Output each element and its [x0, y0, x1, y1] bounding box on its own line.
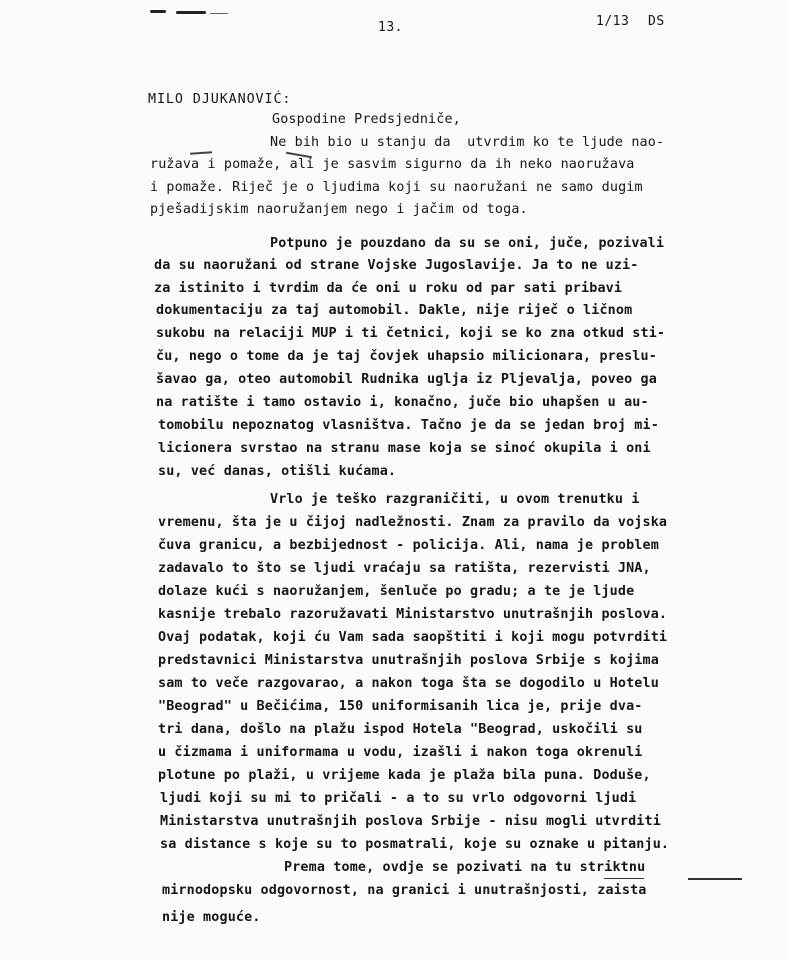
text-line: sa distance s koje su to posmatrali, koje su oznake u pitanju.: [160, 837, 670, 852]
text-line: kasnije trebalo razoružavati Ministarstvo unutrašnjih poslova.: [158, 607, 668, 622]
text-line: predstavnici Ministarstva unutrašnjih poslova Srbije s kojima: [158, 653, 659, 668]
text-line: Ministarstva unutrašnjih poslova Srbije - nisu mogli utvrditi: [160, 814, 661, 829]
text-line: dokumentaciju za taj automobil. Dakle, nije riječ o ličnom: [156, 303, 633, 318]
text-line: tomobilu nepoznatog vlasništva. Tačno je da se jedan broj mi-: [158, 418, 659, 433]
page-initials: DS: [648, 14, 665, 29]
text-line: i pomaže. Riječ je o ljudima koji su naoružani ne samo dugim: [150, 180, 643, 195]
text-line: Ne bih bio u stanju da utvrdim ko te ljude nao-: [270, 135, 665, 150]
text-line: su, već danas, otišli kućama.: [158, 464, 397, 479]
text-line: u čizmama i uniformama u vodu, izašli i nakon toga okrenuli: [158, 745, 643, 760]
text-line: ču, nego o tome da je taj čovjek uhapsio milicionara, preslu-: [156, 349, 657, 364]
text-line: licionera svrstao na stranu mase koja se sinoć okupila i oni: [158, 441, 651, 456]
text-line: tri dana, došlo na plažu ispod Hotela "Beograd, uskočili su: [158, 722, 643, 737]
text-line: pješadijskim naoružanjem nego i jačim od toga.: [150, 202, 528, 217]
text-line: nije moguće.: [162, 910, 261, 925]
text-line: zadavalo to što se ljudi vraćaju sa ratišta, rezervisti JNA,: [158, 561, 651, 576]
text-line: Prema tome, ovdje se pozivati na tu striktnu: [284, 860, 646, 875]
text-line: čuva granicu, a bezbijednost - policija. Ali, nama je problem: [158, 538, 659, 553]
page-reference: 1/13: [596, 14, 630, 29]
text-line: za istinito i tvrdim da će oni u roku od par sati pribavi: [154, 281, 623, 296]
pen-underline: [604, 878, 644, 879]
text-line: dolaze kući s naoružanjem, šenluče po gradu; a te je ljude: [158, 584, 635, 599]
text-line: vremenu, šta je u čijoj nadležnosti. Znam za pravilo da vojska: [158, 515, 668, 530]
text-line: Gospodine Predsjedniče,: [272, 112, 461, 127]
text-line: sukobu na relaciji MUP i ti četnici, koji se ko zna otkud sti-: [156, 326, 666, 341]
text-line: sam to veče razgovarao, a nakon toga šta se dogodilo u Hotelu: [158, 676, 659, 691]
text-line: šavao ga, oteo automobil Rudnika uglja iz Pljevalja, poveo ga: [156, 372, 657, 387]
text-line: da su naoružani od strane Vojske Jugoslavije. Ja to ne uzi-: [154, 258, 639, 273]
text-line: Vrlo je teško razgraničiti, u ovom trenutku i: [270, 492, 640, 507]
text-line: mirnodopsku odgovornost, na granici i unutrašnjosti, zaista: [162, 883, 647, 898]
text-line: na ratište i tamo ostavio i, konačno, juče bio uhapšen u au-: [156, 395, 649, 410]
speaker-name: MILO DJUKANOVIĆ:: [148, 92, 292, 107]
text-line: Ovaj podatak, koji ću Vam sada saopštiti i koji mogu potvrditi: [158, 630, 668, 645]
text-line: "Beograd" u Bečićima, 150 uniformisanih lica je, prije dva-: [158, 699, 643, 714]
text-line: plotune po plaži, u vrijeme kada je plaža bila puna. Doduše,: [158, 768, 651, 783]
pen-mark: [176, 11, 206, 14]
pen-underline: [190, 151, 212, 155]
page-number: 13.: [378, 20, 403, 35]
text-line: ružava i pomaže, ali je sasvim sigurno da ih neko naoružava: [150, 157, 635, 172]
text-line: Potpuno je pouzdano da su se oni, juče, pozivali: [270, 236, 665, 251]
pen-mark: [210, 13, 228, 14]
text-line: ljudi koji su mi to pričali - a to su vrlo odgovorni ljudi: [160, 791, 637, 806]
pen-mark: [150, 10, 166, 13]
pen-underline: [688, 878, 742, 880]
